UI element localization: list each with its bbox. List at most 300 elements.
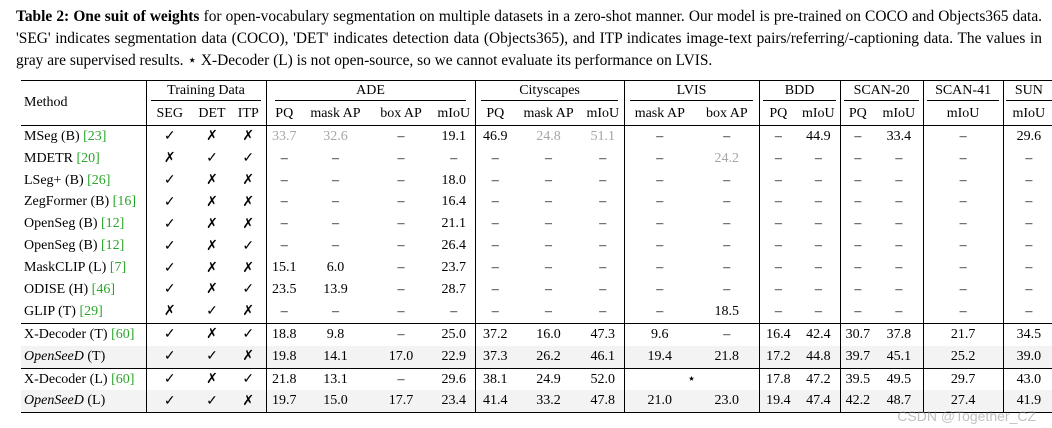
table-cell: ✗	[231, 390, 266, 412]
table-cell: –	[545, 172, 553, 188]
table-cell: –	[599, 194, 607, 210]
table-cell: 46.9	[475, 125, 515, 147]
table-cell: –	[475, 191, 515, 213]
table-cell: –	[840, 148, 875, 170]
subcol-header: PQ	[759, 103, 797, 125]
table-cell: –	[397, 172, 405, 188]
table-cell: 16.0	[515, 323, 582, 345]
subcol-header: mIoU	[1003, 103, 1052, 125]
table-cell: 21.0	[624, 390, 695, 412]
table-cell: –	[895, 216, 903, 232]
table-cell: ✗	[242, 194, 255, 210]
table-cell: –	[266, 301, 302, 323]
subcol-header: mIoU	[882, 105, 916, 121]
table-cell: ✓	[231, 368, 266, 390]
group-scan41: SCAN-41	[923, 81, 1003, 103]
table-cell: 49.5	[875, 368, 923, 390]
table-cell: –	[1003, 257, 1052, 279]
table-cell: –	[895, 303, 903, 319]
table-cell: 19.8	[266, 346, 302, 368]
table-cell: –	[814, 172, 822, 188]
table-cell: 17.2	[759, 346, 797, 368]
table-cell: –	[923, 235, 1003, 257]
subcol-header: PQ	[266, 103, 302, 125]
table-cell: 14.1	[302, 346, 369, 368]
table-cell: 48.7	[875, 390, 923, 412]
table-cell: 23.4	[433, 390, 475, 412]
watermark: CSDN @Together_CZ	[897, 408, 1036, 424]
table-cell: 46.1	[582, 346, 624, 368]
table-cell: –	[475, 170, 515, 192]
table-cell: ⋆	[624, 368, 759, 390]
table-cell: –	[266, 235, 302, 257]
caption-bold-lead: One suit of weights	[73, 8, 200, 25]
table-cell: 33.2	[515, 390, 582, 412]
table-cell: –	[475, 301, 515, 323]
table-row	[21, 170, 1052, 192]
table-cell: ✗	[146, 301, 193, 323]
table-cell: –	[599, 281, 607, 297]
citation-ref: [7]	[109, 260, 127, 276]
table-cell: 33.4	[875, 125, 923, 147]
table-cell: 19.1	[433, 125, 475, 147]
table-row	[21, 346, 1052, 368]
table-cell: –	[624, 235, 695, 257]
table-cell: 47.8	[582, 390, 624, 412]
table-cell: –	[814, 260, 822, 276]
table-cell: ✓	[242, 282, 255, 298]
table-cell: 33.7	[266, 125, 302, 147]
header-subcol-row	[21, 103, 1052, 125]
table-cell: ✓	[146, 323, 193, 345]
group-ade: ADE	[266, 81, 475, 103]
table-cell: 21.7	[923, 323, 1003, 345]
table-cell: 39.5	[840, 368, 875, 390]
table-cell: –	[545, 150, 553, 166]
method-name: OpenSeg (B) [12]	[24, 216, 125, 232]
results-table	[21, 80, 1052, 413]
table-cell: ✓	[146, 279, 193, 301]
table-cell: 21.8	[695, 346, 759, 368]
table-cell: 15.0	[302, 390, 369, 412]
table-row	[21, 125, 1052, 147]
table-cell: 16.4	[441, 194, 467, 210]
table-cell: –	[1003, 301, 1052, 323]
table-cell: –	[397, 303, 405, 319]
table-cell: –	[1003, 213, 1052, 235]
table-cell: –	[332, 303, 339, 319]
table-cell: –	[1003, 148, 1052, 170]
table-cell: –	[624, 257, 695, 279]
table-cell: –	[332, 172, 339, 188]
table-cell: 34.5	[1003, 323, 1052, 345]
group-scan20: SCAN-20	[840, 81, 923, 103]
table-cell: –	[545, 303, 553, 319]
table-cell: ✓	[206, 304, 218, 320]
table-row	[21, 279, 1052, 301]
table-cell: –	[923, 257, 1003, 279]
table-cell: ✓	[146, 125, 193, 147]
table-cell: –	[475, 257, 515, 279]
table-cell: –	[895, 172, 903, 188]
table-cell: –	[1003, 235, 1052, 257]
table-cell: –	[369, 323, 433, 345]
table-cell: –	[840, 191, 875, 213]
table-cell: –	[895, 194, 903, 210]
table-cell: 24.2	[714, 150, 740, 166]
table-cell: –	[759, 213, 797, 235]
table-cell: 47.2	[797, 368, 840, 390]
table-cell: –	[1003, 279, 1052, 301]
table-cell: –	[723, 172, 731, 188]
table-cell: 15.1	[266, 257, 302, 279]
table-cell: –	[895, 238, 903, 254]
table-cell: ✗	[193, 323, 231, 345]
table-cell: ✓	[146, 213, 193, 235]
table-cell: 39.0	[1003, 346, 1052, 368]
table-cell: ✓	[242, 238, 255, 254]
table-cell: –	[397, 216, 405, 232]
table-cell: –	[599, 303, 607, 319]
table-cell: –	[332, 150, 339, 166]
table-cell: ✓	[231, 323, 266, 345]
table-cell: 37.3	[475, 346, 515, 368]
table-cell: –	[266, 170, 302, 192]
table-cell: –	[759, 191, 797, 213]
table-cell: ✗	[242, 216, 255, 232]
group-cityscapes: Cityscapes	[475, 81, 624, 103]
table-cell: –	[599, 216, 607, 232]
table-cell: –	[895, 260, 903, 276]
table-row	[21, 368, 1052, 390]
table-cell: –	[723, 216, 731, 232]
table-cell: ✓	[206, 151, 218, 167]
caption-label: Table 2:	[16, 8, 70, 25]
table-cell: –	[624, 125, 695, 147]
subcol-header: mIoU	[923, 103, 1003, 125]
table-cell: –	[814, 281, 822, 297]
table-cell: –	[332, 238, 339, 254]
table-cell: 25.2	[923, 346, 1003, 368]
table-cell: –	[545, 216, 553, 232]
method-name: LSeg+ (B) [26]	[24, 172, 111, 188]
citation-ref: [29]	[79, 303, 103, 319]
table-cell: –	[545, 238, 553, 254]
table-cell: –	[450, 150, 458, 166]
table-cell: 42.2	[840, 390, 875, 412]
table-cell: –	[923, 301, 1003, 323]
table-cell: –	[840, 125, 875, 147]
table-cell: –	[397, 238, 405, 254]
table-cell: –	[266, 213, 302, 235]
table-cell: ✗	[206, 238, 218, 254]
table-cell: 44.9	[797, 125, 840, 147]
subcol-header: box AP	[705, 105, 748, 121]
table-cell: 17.7	[369, 390, 433, 412]
method-name: MDETR [20]	[24, 150, 100, 166]
table-cell: –	[369, 125, 433, 147]
citation-ref: [26]	[87, 172, 111, 188]
table-cell: –	[475, 213, 515, 235]
table-cell: 22.9	[433, 346, 475, 368]
table-cell: 18.8	[266, 323, 302, 345]
caption-text: for open-vocabulary segmentation on multiple datasets in a zero-shot manner. Our model is pre-trained on COCO and Objects365 data. 'SEG' indicates segmentation data (COCO), 'DET' indicates detection data (Objects365), and ITP indicates image-text pairs/referring/-captioning data. The values in gray are supervised results. ⋆ X-Decoder (L) is not open-source, so we cannot evaluate its performance on LVIS.	[16, 8, 1042, 69]
method-name: MSeg (B) [23]	[21, 125, 146, 147]
table-cell: 27.4	[923, 390, 1003, 412]
table-cell: –	[624, 213, 695, 235]
table-cell: 9.8	[302, 323, 369, 345]
table-cell: ✗	[193, 125, 231, 147]
subcol-header: mask AP	[523, 105, 574, 121]
table-cell: 44.8	[797, 346, 840, 368]
table-cell: –	[332, 194, 339, 210]
table-cell: 13.9	[323, 281, 348, 297]
table-cell: 18.0	[441, 172, 467, 188]
table-row	[21, 257, 1052, 279]
table-cell: 21.8	[266, 368, 302, 390]
table-cell: 13.1	[302, 368, 369, 390]
subcol-header: ITP	[237, 105, 259, 121]
table-cell: –	[723, 260, 731, 276]
subcol-header: box AP	[380, 105, 422, 121]
table-cell: 23.7	[441, 260, 467, 276]
table-cell: 29.7	[923, 368, 1003, 390]
subcol-header: mIoU	[586, 105, 620, 121]
table-cell: 52.0	[582, 368, 624, 390]
table-cell: 38.1	[475, 368, 515, 390]
table-cell: –	[599, 172, 607, 188]
table-cell: –	[624, 170, 695, 192]
table-cell: –	[814, 303, 822, 319]
table-cell: –	[759, 301, 797, 323]
table-cell: –	[923, 170, 1003, 192]
table-cell: ✓	[193, 390, 231, 412]
citation-ref: [60]	[111, 371, 135, 387]
citation-ref: [16]	[112, 194, 136, 210]
table-cell: –	[450, 303, 458, 319]
table-cell: ✓	[242, 151, 255, 167]
table-cell: –	[369, 368, 433, 390]
table-cell: –	[624, 301, 695, 323]
table-cell: 23.0	[695, 390, 759, 412]
table-cell: –	[759, 125, 797, 147]
group-sun: SUN	[1003, 81, 1052, 103]
subcol-header: PQ	[475, 103, 515, 125]
table-cell: –	[923, 213, 1003, 235]
table-cell: –	[723, 194, 731, 210]
table-cell: –	[840, 235, 875, 257]
table-cell: 37.8	[875, 323, 923, 345]
table-cell: 16.4	[759, 323, 797, 345]
table-cell: –	[397, 194, 405, 210]
table-cell: –	[266, 191, 302, 213]
table-cell: 26.4	[441, 238, 467, 254]
table-cell: 26.2	[515, 346, 582, 368]
table-cell: ✗	[206, 216, 218, 232]
table-cell: –	[840, 279, 875, 301]
table-cell: 6.0	[326, 260, 345, 276]
table-cell: –	[923, 125, 1003, 147]
table-cell: –	[814, 238, 822, 254]
table-cell: –	[840, 301, 875, 323]
table-cell: –	[266, 148, 302, 170]
table-cell: ✗	[206, 173, 218, 188]
table-cell: –	[545, 260, 553, 276]
table-cell: –	[923, 148, 1003, 170]
table-cell: –	[545, 194, 553, 210]
method-header: Method	[21, 81, 146, 126]
citation-ref: [46]	[91, 281, 115, 297]
table-cell: –	[397, 260, 405, 276]
table-cell: 41.9	[1003, 390, 1052, 412]
table-cell: ✓	[146, 170, 193, 192]
table-cell: –	[814, 150, 822, 166]
table-cell: –	[397, 150, 405, 166]
table-cell: 39.7	[840, 346, 875, 368]
table-cell: –	[332, 216, 339, 232]
table-cell: –	[814, 194, 822, 210]
table-cell: –	[695, 125, 759, 147]
table-cell: ✓	[146, 257, 193, 279]
table-cell: ✗	[193, 368, 231, 390]
table-cell: 19.7	[266, 390, 302, 412]
table-cell: –	[723, 281, 731, 297]
table-cell: 41.4	[475, 390, 515, 412]
table-cell: 47.4	[797, 390, 840, 412]
table-cell: 30.7	[840, 323, 875, 345]
table-cell: ✗	[231, 125, 266, 147]
table-cell: –	[545, 281, 553, 297]
table-cell: ✗	[242, 173, 255, 188]
table-row	[21, 213, 1052, 235]
method-name: OpenSeg (B) [12]	[24, 238, 125, 254]
table-cell: –	[840, 257, 875, 279]
table-cell: 21.1	[441, 216, 467, 232]
table-cell: –	[475, 279, 515, 301]
table-caption	[16, 6, 1042, 72]
table-cell: ✓	[146, 346, 193, 368]
table-cell: –	[475, 148, 515, 170]
table-cell: 37.2	[475, 323, 515, 345]
table-cell: ✗	[206, 282, 218, 298]
table-cell: ✓	[146, 390, 193, 412]
table-cell: 19.4	[759, 390, 797, 412]
table-cell: –	[1003, 191, 1052, 213]
subcol-header: DET	[198, 105, 226, 121]
table-cell: 19.4	[624, 346, 695, 368]
table-cell: –	[895, 150, 903, 166]
table-cell: –	[814, 216, 822, 232]
citation-ref: [23]	[83, 128, 107, 144]
table-cell: ✗	[242, 260, 255, 276]
table-cell: –	[759, 257, 797, 279]
subcol-header: mIoU	[801, 105, 835, 121]
group-bdd: BDD	[759, 81, 840, 103]
table-cell: 42.4	[797, 323, 840, 345]
subcol-header: mask AP	[310, 105, 361, 121]
table-cell: 17.8	[759, 368, 797, 390]
table-cell: –	[624, 191, 695, 213]
table-cell: ✗	[146, 148, 193, 170]
table-cell: 25.0	[433, 323, 475, 345]
group-lvis: LVIS	[624, 81, 759, 103]
citation-ref: [20]	[76, 150, 100, 166]
table-row	[21, 301, 1052, 323]
table-cell: 29.6	[433, 368, 475, 390]
table-cell: 51.1	[582, 125, 624, 147]
table-cell: 28.7	[441, 281, 467, 297]
table-cell: ✗	[206, 194, 218, 210]
table-cell: 47.3	[582, 323, 624, 345]
table-cell: –	[723, 238, 731, 254]
table-cell: –	[397, 281, 405, 297]
table-cell: –	[840, 213, 875, 235]
method-name: ZegFormer (B) [16]	[24, 194, 136, 210]
method-name: OpenSeeD (L)	[21, 390, 146, 412]
table-cell: 24.9	[515, 368, 582, 390]
table-cell: –	[759, 170, 797, 192]
table-cell: –	[759, 235, 797, 257]
subcol-header: mIoU	[437, 105, 471, 121]
table-cell: –	[624, 279, 695, 301]
table-cell: –	[923, 279, 1003, 301]
citation-ref: [12]	[101, 216, 125, 232]
table-cell: –	[599, 150, 607, 166]
table-cell: 24.8	[515, 125, 582, 147]
table-cell: ✓	[146, 235, 193, 257]
table-row	[21, 235, 1052, 257]
method-name: MaskCLIP (L) [7]	[24, 260, 127, 276]
method-name: X-Decoder (T) [60]	[21, 323, 146, 345]
table-row	[21, 323, 1052, 345]
subcol-header: SEG	[146, 103, 193, 125]
table-cell: –	[599, 260, 607, 276]
table-cell: 9.6	[624, 323, 695, 345]
citation-ref: [12]	[101, 238, 125, 254]
table-cell: ✗	[206, 260, 218, 276]
table-cell: 43.0	[1003, 368, 1052, 390]
table-cell: –	[923, 191, 1003, 213]
method-name: OpenSeeD (T)	[21, 346, 146, 368]
table-row	[21, 148, 1052, 170]
method-name: ODISE (H) [46]	[24, 281, 115, 297]
method-name: X-Decoder (L) [60]	[21, 368, 146, 390]
table-cell: ✗	[242, 304, 255, 320]
group-training-data: Training Data	[146, 81, 266, 103]
table-cell: –	[624, 148, 695, 170]
table-cell: 23.5	[266, 279, 302, 301]
method-name: GLIP (T) [29]	[24, 303, 103, 319]
subcol-header: PQ	[840, 103, 875, 125]
table-cell: –	[599, 238, 607, 254]
table-cell: 29.6	[1003, 125, 1052, 147]
table-cell: –	[475, 235, 515, 257]
header-group-row	[21, 81, 1052, 103]
table-cell: 17.0	[369, 346, 433, 368]
table-cell: –	[840, 170, 875, 192]
citation-ref: [60]	[111, 326, 135, 342]
table-cell: –	[695, 323, 759, 345]
table-cell: 32.6	[302, 125, 369, 147]
subcol-header: mask AP	[624, 103, 695, 125]
table-cell: –	[759, 148, 797, 170]
table-cell: 45.1	[875, 346, 923, 368]
table-cell: 18.5	[714, 303, 740, 319]
table-cell: –	[759, 279, 797, 301]
table-cell: –	[895, 281, 903, 297]
table-cell: ✗	[231, 346, 266, 368]
table-cell: ✓	[146, 368, 193, 390]
